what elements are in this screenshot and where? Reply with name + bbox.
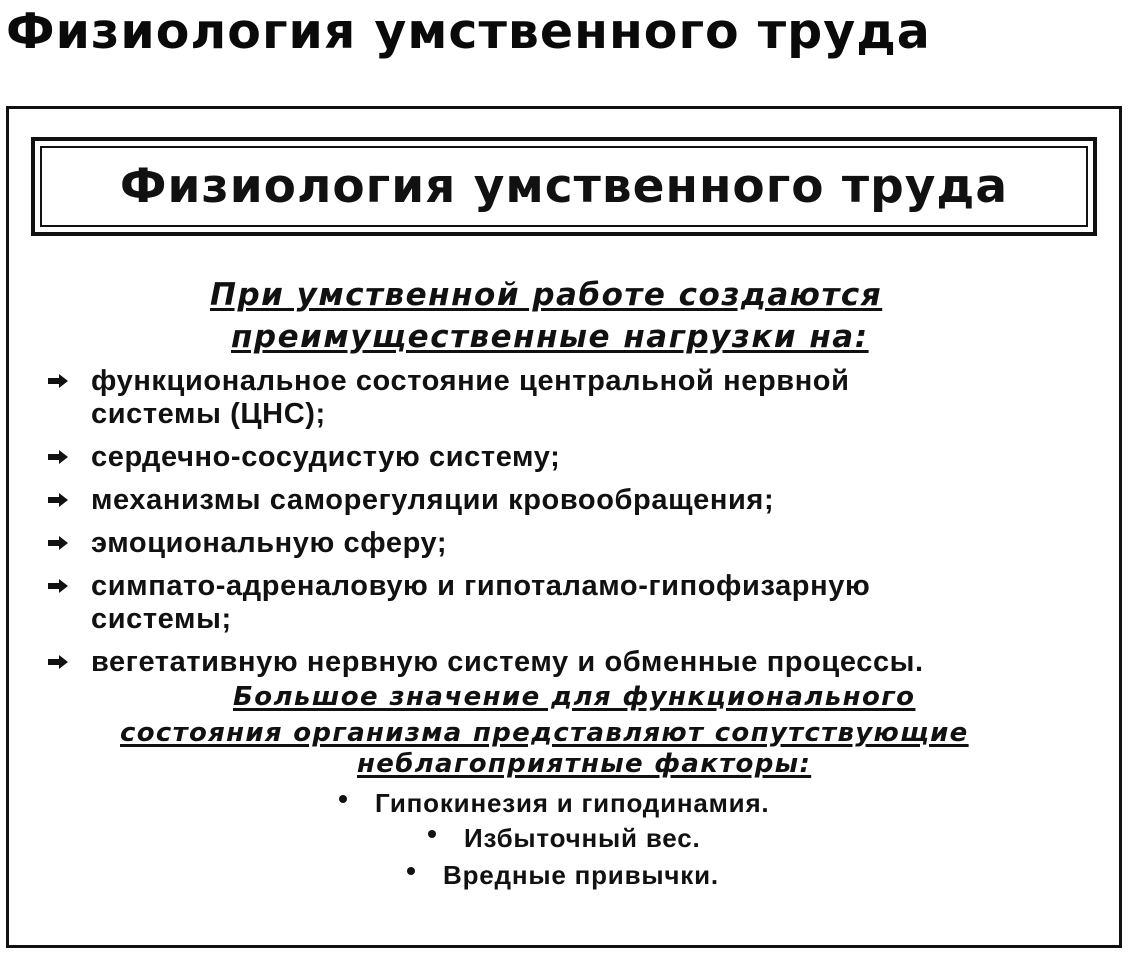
factors-heading-line1: Большое значение для функционального [233,682,916,712]
load-item [47,570,924,636]
slide-frame [6,106,1122,948]
loads-list [47,365,924,689]
arrow-bullet-icon [47,536,69,550]
load-item [47,484,924,517]
load-item [47,441,924,474]
page-heading: Физиология умственного труда [6,3,931,60]
factor-item-label: Вредные привычки. [443,860,719,890]
slide-title-inner-border [40,146,1088,227]
load-item-line1: сердечно-сосудистую систему; [91,441,561,473]
dot-bullet-icon [428,830,436,838]
factors-heading-line2: состояния организма представляют сопутствующие [120,718,969,748]
arrow-bullet-icon [47,493,69,507]
loads-heading-line2: преимущественные нагрузки на: [231,319,869,355]
load-item [47,365,924,431]
load-item-line2: системы; [91,603,232,635]
factor-item-label: Избыточный вес. [464,823,701,853]
factor-item [407,860,719,890]
load-item-line2: системы (ЦНС); [91,398,326,430]
factor-item [339,788,769,818]
factor-item-label: Гипокинезия и гиподинамия. [375,788,770,818]
arrow-bullet-icon [47,450,69,464]
load-item-line1: эмоциональную сферу; [91,527,448,559]
load-item [47,527,924,560]
load-item-line1: вегетативную нервную систему и обменные процессы. [91,646,924,678]
slide-title-box [31,137,1097,236]
load-item-line1: функциональное состояние центральной нервной [91,365,850,397]
dot-bullet-icon [339,795,347,803]
slide-title: Физиология умственного труда [119,159,1009,214]
factor-item [428,823,701,853]
dot-bullet-icon [407,867,415,875]
load-item [47,646,924,679]
loads-heading-line1: При умственной работе создаются [210,277,883,313]
load-item-line1: механизмы саморегуляции кровообращения; [91,484,775,516]
factors-heading-line3: неблагоприятные факторы: [357,749,812,779]
arrow-bullet-icon [47,579,69,593]
load-item-line1: симпато-адреналовую и гипоталамо-гипофизарную [91,570,871,602]
arrow-bullet-icon [47,374,69,388]
arrow-bullet-icon [47,655,69,669]
